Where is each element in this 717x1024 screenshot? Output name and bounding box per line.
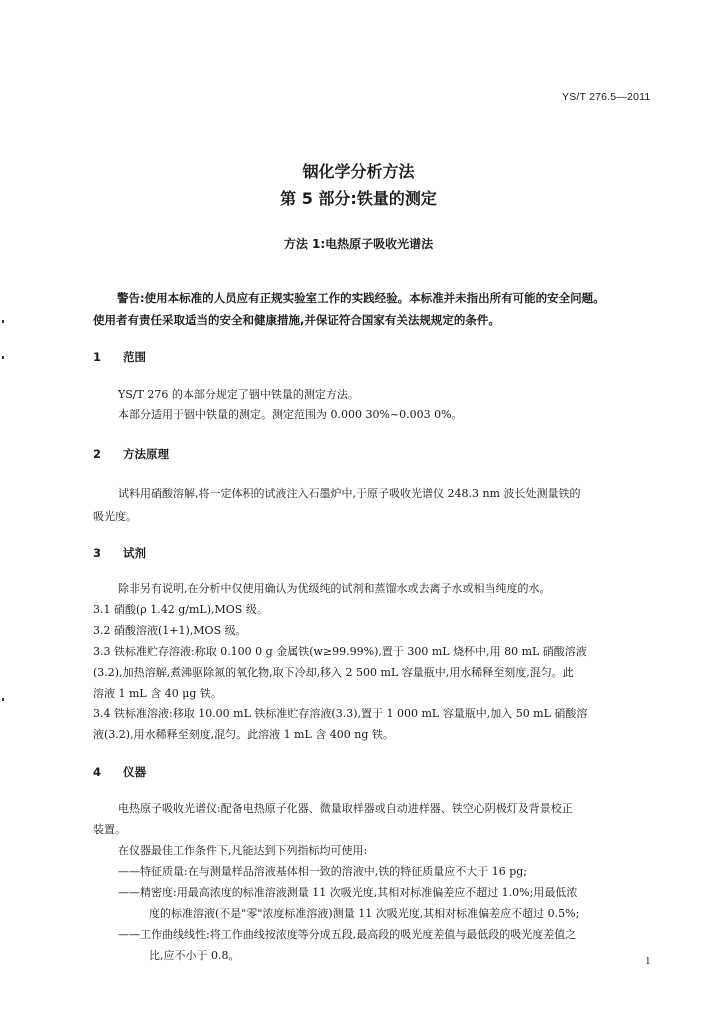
section-4-paragraph: 在仪器最佳工作条件下,凡能达到下列指标均可使用: (118, 844, 368, 857)
method-title: 方法 1:电热原子吸收光谱法 (283, 237, 434, 251)
section-1-paragraph: 本部分适用于铟中铁量的测定。测定范围为 0.000 30%~0.003 0%。 (118, 408, 463, 421)
section-4-heading: 4 仪器 (93, 765, 146, 779)
margin-mark (2, 698, 4, 701)
section-3-item: 3.3 铁标准贮存溶液:称取 0.100 0 g 金属铁(w≥99.99%),置于 300 mL 烧杯中,用 80 mL 硝酸溶液 (93, 645, 587, 658)
section-4-bullet: ——特征质量:在与测量样品溶液基体相一致的溶液中,铁的特征质量应不大于 16 pg; (118, 865, 527, 878)
section-4-paragraph: 装置。 (93, 823, 126, 836)
section-3-item: 3.4 铁标准溶液:移取 10.00 mL 铁标准贮存溶液(3.3),置于 1 000 mL 容量瓶中,加入 50 mL 硝酸溶 (93, 707, 588, 720)
section-4-paragraph: 电热原子吸收光谱仪:配备电热原子化器、微量取样器或自动进样器、铁空心阴极灯及背景校正 (118, 802, 573, 815)
page-title: 铟化学分析方法 (302, 162, 415, 181)
section-3-heading: 3 试剂 (93, 546, 146, 560)
section-4-bullet: ——工作曲线线性:将工作曲线按浓度等分成五段,最高段的吸光度差值与最低段的吸光度差值之 (118, 928, 577, 941)
warning-line-2: 使用者有责任采取适当的安全和健康措施,并保证符合国家有关法规规定的条件。 (93, 313, 500, 327)
standard-code: YS/T 276.5—2011 (562, 91, 651, 103)
section-3-intro: 除非另有说明,在分析中仅使用确认为优级纯的试剂和蒸馏水或去离子水或相当纯度的水。 (118, 582, 551, 595)
section-4-bullet: 比,应不小于 0.8。 (149, 949, 240, 962)
section-1-heading: 1 范围 (93, 350, 146, 364)
section-3-item: 液(3.2),用水稀释至刻度,混匀。此溶液 1 mL 含 400 ng 铁。 (93, 728, 394, 741)
section-3-item: (3.2),加热溶解,煮沸驱除氮的氧化物,取下冷却,移入 2 500 mL 容量瓶中,用水稀释至刻度,混匀。此 (93, 666, 574, 679)
section-4-bullet: 度的标准溶液(不是"零"浓度标准溶液)测量 11 次吸光度,其相对标准偏差应不超过 0.5%; (149, 907, 580, 920)
section-3-item: 溶液 1 mL 含 40 μg 铁。 (93, 687, 222, 700)
page-number: 1 (645, 955, 651, 967)
section-1-paragraph: YS/T 276 的本部分规定了铟中铁量的测定方法。 (118, 388, 359, 401)
section-3-item: 3.1 硝酸(ρ 1.42 g/mL),MOS 级。 (93, 603, 268, 616)
page-subtitle: 第 5 部分:铁量的测定 (280, 189, 437, 208)
warning-line-1: 警告:使用本标准的人员应有正规实验室工作的实践经验。本标准并未指出所有可能的安全问题。 (117, 291, 605, 305)
section-2-heading: 2 方法原理 (93, 447, 169, 461)
margin-mark (2, 356, 4, 359)
section-2-paragraph: 吸光度。 (93, 510, 137, 523)
section-3-item: 3.2 硝酸溶液(1+1),MOS 级。 (93, 624, 247, 637)
section-4-bullet: ——精密度:用最高浓度的标准溶液测量 11 次吸光度,其相对标准偏差应不超过 1.0%;用最低浓 (118, 886, 578, 899)
margin-mark (2, 320, 4, 323)
section-2-paragraph: 试料用硝酸溶解,将一定体积的试液注入石墨炉中,于原子吸收光谱仪 248.3 nm 波长处测量铁的 (118, 487, 581, 500)
